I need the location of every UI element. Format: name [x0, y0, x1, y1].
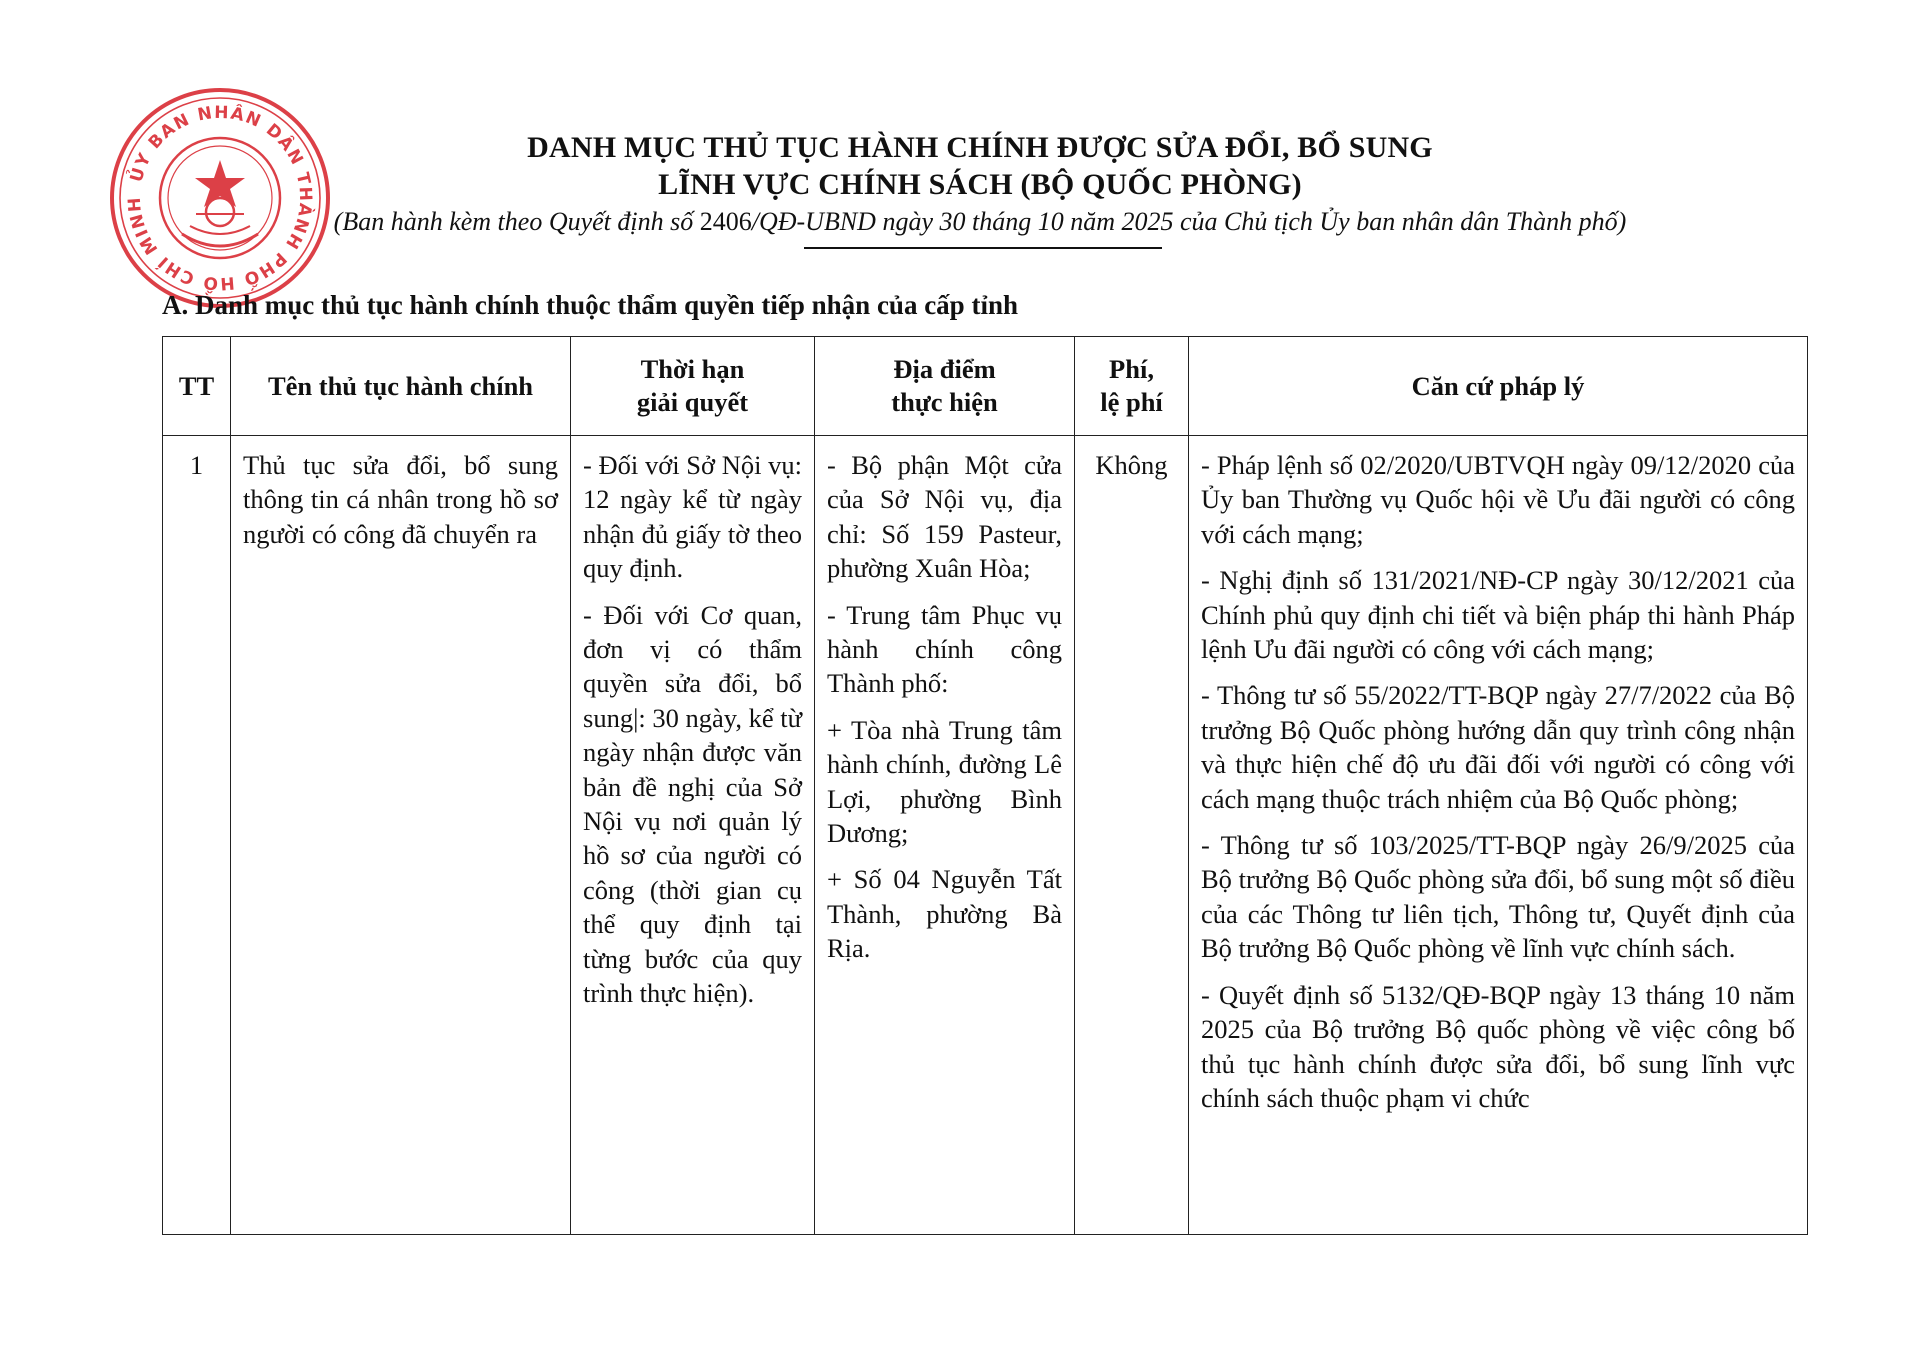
header-deadline-line2: giải quyết — [636, 387, 749, 417]
deadline-item: - Đối với Cơ quan, đơn vị có thẩm quyền sửa đổi, bổ sung|: 30 ngày, kể từ ngày nhận được văn bản đề nghị của Sở Nội vụ nơi quản lý hồ sơ của người có công (thời gian cụ thể quy định tại từng bước của quy trình thực hiện). — [583, 599, 802, 1009]
header-legal: Căn cứ pháp lý — [1189, 337, 1808, 436]
section-heading: A. Danh mục thủ tục hành chính thuộc thẩm quyền tiếp nhận của cấp tỉnh — [162, 290, 1018, 320]
decision-number: 2406 — [699, 207, 752, 236]
subtitle-part1: (Ban hành kèm theo Quyết định số — [333, 207, 700, 236]
legal-basis-list — [1201, 448, 1795, 1220]
location-item: - Trung tâm Phục vụ hành chính công Thành phố: — [827, 599, 1062, 699]
subtitle-underline — [804, 247, 1162, 249]
location-item: + Tòa nhà Trung tâm hành chính, đường Lê Lợi, phường Bình Dương; — [827, 714, 1062, 849]
table-header-row — [163, 337, 1808, 436]
location-item: + Số 04 Nguyễn Tất Thành, phường Bà Rịa. — [827, 864, 1062, 964]
legal-item: - Pháp lệnh số 02/2020/UBTVQH ngày 09/12/2020 của Ủy ban Thường vụ Quốc hội về Ưu đãi người có công với cách mạng; — [1201, 450, 1795, 549]
decision-month: 10 — [1037, 207, 1064, 236]
header-location-line1: Địa điểm — [893, 354, 996, 384]
procedures-table — [162, 336, 1808, 1235]
svg-text:ỦY BAN NHÂN DÂN THÀNH PHỐ HỒ C: ỦY BAN NHÂN DÂN THÀNH PHỐ HỒ CHÍ MINH — [124, 102, 316, 294]
document-title-line2: LĨNH VỰC CHÍNH SÁCH (BỘ QUỐC PHÒNG) — [658, 168, 1302, 201]
cell-fee: Không — [1075, 436, 1189, 1235]
deadline-item: - Đối với Sở Nội vụ: 12 ngày kể từ ngày nhận đủ giấy tờ theo quy định. — [583, 450, 802, 584]
header-tt: TT — [163, 337, 231, 436]
cell-deadline — [571, 436, 815, 1235]
document-subtitle — [0, 206, 1920, 238]
location-item: - Bộ phận Một cửa của Sở Nội vụ, địa chỉ: Số 159 Pasteur, phường Xuân Hòa; — [827, 450, 1062, 584]
subtitle-part3: năm 2025 của Chủ tịch Ủy ban nhân dân Thành phố) — [1063, 207, 1627, 236]
cell-procedure-name: Thủ tục sửa đổi, bổ sung thông tin cá nhân trong hồ sơ người có công đã chuyển ra — [231, 436, 571, 1235]
cell-location — [815, 436, 1075, 1235]
cell-legal-basis — [1189, 436, 1808, 1235]
subtitle-part2: /QĐ-UBND ngày 30 tháng — [751, 207, 1038, 236]
header-location — [815, 337, 1075, 436]
legal-item: - Thông tư số 55/2022/TT-BQP ngày 27/7/2022 của Bộ trưởng Bộ Quốc phòng hướng dẫn quy trình công nhận và thực hiện chế độ ưu đãi đối với người có công với cách mạng thuộc trách nhiệm của Bộ Quốc phòng; — [1201, 680, 1795, 814]
header-location-line2: thực hiện — [891, 387, 998, 417]
header-fee-line1: Phí, — [1109, 354, 1154, 384]
header-fee — [1075, 337, 1189, 436]
legal-item: - Nghị định số 131/2021/NĐ-CP ngày 30/12/2021 của Chính phủ quy định chi tiết và biện pháp thi hành Pháp lệnh Ưu đãi người có công với cách mạng; — [1201, 565, 1795, 665]
header-fee-line2: lệ phí — [1100, 387, 1163, 417]
cell-tt: 1 — [163, 436, 231, 1235]
legal-item: - Thông tư số 103/2025/TT-BQP ngày 26/9/2025 của Bộ trưởng Bộ Quốc phòng sửa đổi, bổ sung một số điều của các Thông tư liên tịch, Thông tư, Quyết định của Bộ trưởng Bộ Quốc phòng về lĩnh vực chính sách. — [1201, 830, 1795, 964]
header-name: Tên thủ tục hành chính — [231, 337, 571, 436]
header-deadline-line1: Thời hạn — [640, 354, 745, 384]
header-deadline — [571, 337, 815, 436]
table-row — [163, 436, 1808, 1235]
legal-item: - Quyết định số 5132/QĐ-BQP ngày 13 tháng 10 năm 2025 của Bộ trưởng Bộ quốc phòng về việc công bố thủ tục hành chính được sửa đổi, bổ sung lĩnh vực chính sách thuộc phạm vi chức — [1201, 979, 1795, 1113]
document-title-line1: DANH MỤC THỦ TỤC HÀNH CHÍNH ĐƯỢC SỬA ĐỔI, BỔ SUNG — [527, 131, 1433, 164]
